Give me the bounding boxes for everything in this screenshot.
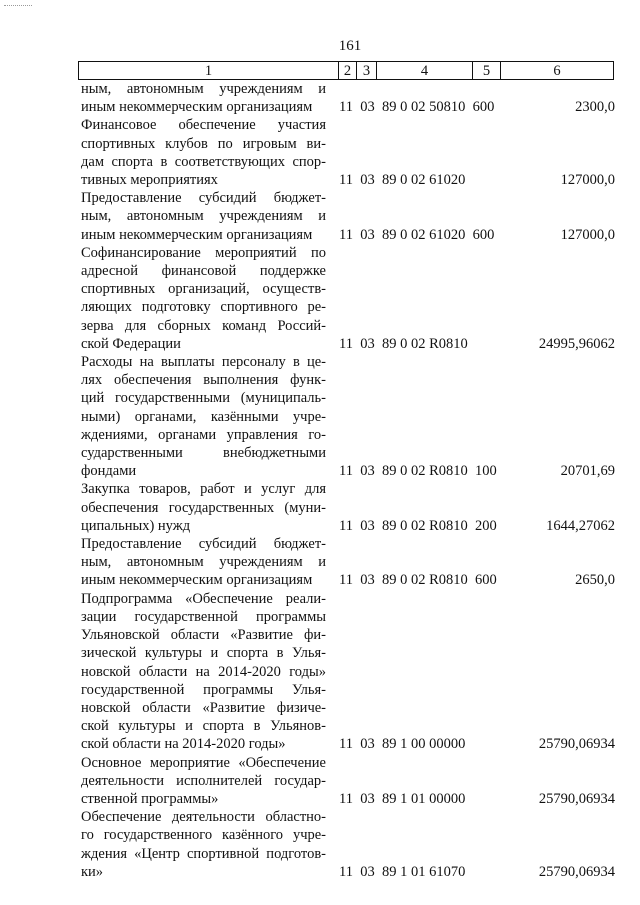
table-row [81,535,616,590]
description-line: сударственными внебюджетными [81,445,326,462]
description-line: дам спорта в соответствующих спор- [81,153,326,170]
row-description [81,244,326,353]
description-line: деятельности исполнителей государ- [81,772,326,789]
page-number: 161 [338,38,362,54]
description-line: обеспечения государственных (муни- [81,499,326,516]
row-codes: 11 03 89 0 02 61020 [339,172,466,189]
table-row [81,590,616,754]
row-amount: 1644,27062 [546,517,615,534]
table-row [81,80,616,116]
row-description [81,480,326,535]
description-line: Софинансирование мероприятий по [81,244,326,261]
description-line: Обеспечение деятельности областно- [81,809,326,826]
column-header-2: 2 [339,62,357,80]
column-header-1: 1 [79,62,339,80]
row-amount: 25790,06934 [538,790,615,807]
row-amount: 127000,0 [560,172,615,189]
row-amount: 25790,06934 [538,863,615,880]
column-header-row [78,61,614,80]
table-row [81,480,616,535]
column-header-5: 5 [473,62,501,80]
table-row [81,189,616,244]
description-line: лях обеспечения выполнения функ- [81,372,326,389]
row-codes: 11 03 89 0 02 R0810 [339,335,468,352]
description-line: Предоставление субсидий бюджет- [81,190,326,207]
description-line: зации государственной программы [81,608,326,625]
row-amount: 127000,0 [560,226,615,243]
description-line: ций государственными (муниципаль- [81,390,326,407]
description-line: тивных мероприятиях [81,172,218,189]
row-codes: 11 03 89 0 02 R0810 200 [339,517,497,534]
description-line: ской области на 2014-2020 годы» [81,736,286,753]
description-line: иным некоммерческим организациям [81,226,313,243]
description-line: иным некоммерческим организациям [81,572,313,589]
description-line: ляющих подготовку спортивного ре- [81,299,326,316]
row-description [81,590,326,754]
corner-mark [4,5,32,6]
description-line: ской культуры и спорта в Ульянов- [81,718,326,735]
row-description [81,535,326,590]
row-description [81,189,326,244]
description-line: Расходы на выплаты персоналу в це- [81,354,326,371]
column-header-4: 4 [377,62,473,80]
row-codes: 11 03 89 0 02 50810 600 [339,99,495,116]
row-description [81,808,326,881]
description-line: ципальных) нужд [81,517,191,534]
row-amount: 25790,06934 [538,736,615,753]
description-line: государственной программы Улья- [81,681,326,698]
description-line: го государственного казённого учре- [81,827,326,844]
description-line: Финансовое обеспечение участия [81,117,326,134]
table-row [81,754,616,809]
description-line: ными) органами, казёнными учре- [81,408,326,425]
description-line: ным, автономным учреждениям и [81,81,326,97]
table-row [81,353,616,480]
row-description [81,80,326,116]
column-header-3: 3 [357,62,377,80]
description-line: зерва для сборных команд Россий- [81,317,326,334]
description-line: ным, автономным учреждениям и [81,554,326,571]
description-line: иным некоммерческим организациям [81,99,313,116]
row-description [81,116,326,189]
description-line: ки» [81,863,104,880]
description-line: Предоставление субсидий бюджет- [81,536,326,553]
row-codes: 11 03 89 1 00 00000 [339,736,466,753]
description-line: ным, автономным учреждениям и [81,208,326,225]
table-row [81,116,616,189]
row-codes: 11 03 89 0 02 R0810 100 [339,463,497,480]
row-amount: 20701,69 [560,463,615,480]
table-row [81,244,616,353]
description-line: спортивных организаций, осуществ- [81,281,326,298]
description-line: Закупка товаров, работ и услуг для [81,481,326,498]
description-line: Основное мероприятие «Обеспечение [81,754,326,771]
row-codes: 11 03 89 0 02 R0810 600 [339,572,497,589]
row-codes: 11 03 89 1 01 61070 [339,863,466,880]
row-amount: 2650,0 [575,572,615,589]
description-line: зической культуры и спорта в Улья- [81,645,326,662]
description-line: ской Федерации [81,335,181,352]
row-amount: 24995,96062 [538,335,615,352]
description-line: ственной программы» [81,790,219,807]
row-description [81,754,326,809]
description-line: новской области «Развитие физиче- [81,699,326,716]
description-line: адресной финансовой поддержке [81,263,326,280]
description-line: Подпрограмма «Обеспечение реали- [81,590,326,607]
row-description [81,353,326,480]
row-amount: 2300,0 [575,99,615,116]
column-header-6: 6 [501,62,614,80]
description-line: ждениями, органами управления го- [81,426,326,443]
row-codes: 11 03 89 0 02 61020 600 [339,226,495,243]
budget-table-body [81,80,616,881]
description-line: фондами [81,463,137,480]
table-row [81,808,616,881]
description-line: спортивных клубов по игровым ви- [81,135,326,152]
row-codes: 11 03 89 1 01 00000 [339,790,466,807]
description-line: новской области на 2014-2020 годы» [81,663,326,680]
description-line: ждения «Центр спортивной подготов- [81,845,326,862]
description-line: Ульяновской области «Развитие фи- [81,627,326,644]
